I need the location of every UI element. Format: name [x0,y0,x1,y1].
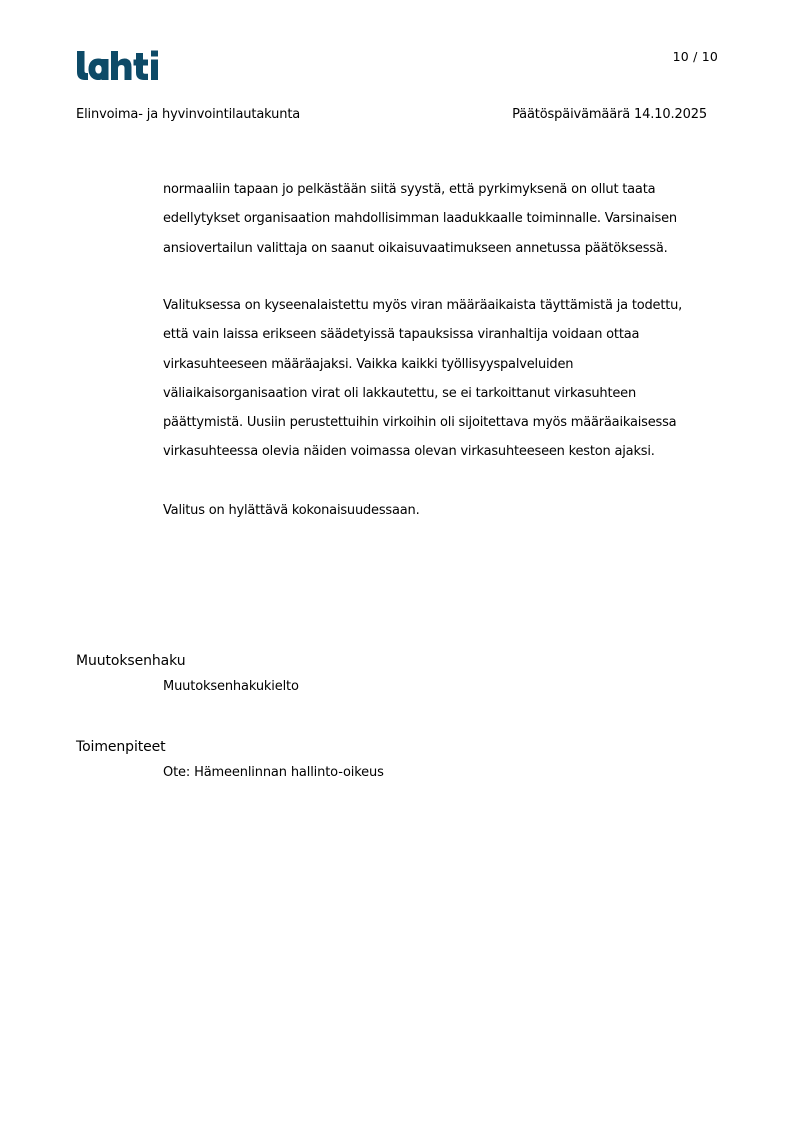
board-name: Elinvoima- ja hyvinvointilautakunta [76,107,301,122]
appeal-heading: Muutoksenhaku [76,653,186,669]
body-paragraph-2 [163,291,723,467]
paragraph-line: normaaliin tapaan jo pelkästään siitä syystä, että pyrkimyksenä on ollut taata [163,182,656,197]
body-paragraph-3 [163,496,723,525]
actions-text: Ote: Hämeenlinnan hallinto-oikeus [163,765,384,780]
paragraph-line: että vain laissa erikseen säädetyissä tapauksissa viranhaltija voidaan ottaa [163,327,640,343]
paragraph-line: virkasuhteeseen määräajaksi. Vaikka kaikki työllisyyspalveluiden [163,356,574,372]
paragraph-line: Valituksessa on kyseenalaistettu myös viran määräaikaista täyttämistä ja todettu, [163,298,683,313]
actions-heading: Toimenpiteet [76,739,166,755]
page-number: 10 / 10 [672,49,718,64]
paragraph-line: väliaikaisorganisaation virat oli lakkautettu, se ei tarkoittanut virkasuhteen [163,385,637,401]
paragraph-line: päättymistä. Uusiin perustettuihin virkoihin oli sijoitettava myös määräaikaisessa [163,415,677,431]
paragraph-line: Valitus on hylättävä kokonaisuudessaan. [163,503,420,518]
paragraph-line: virkasuhteessa olevia näiden voimassa olevan virkasuhteeseen keston ajaksi. [163,444,655,460]
decision-date: Päätöspäivämäärä 14.10.2025 [512,107,707,122]
body-paragraph-1 [163,175,723,263]
paragraph-line: edellytykset organisaation mahdollisimman laadukkaalle toiminnalle. Varsinaisen [163,211,677,227]
lahti-logo [76,49,166,81]
appeal-text: Muutoksenhakukielto [163,679,299,694]
lahti-logo-mark [76,49,166,81]
paragraph-line: ansiovertailun valittaja on saanut oikaisuvaatimukseen annetussa päätöksessä. [163,240,668,256]
